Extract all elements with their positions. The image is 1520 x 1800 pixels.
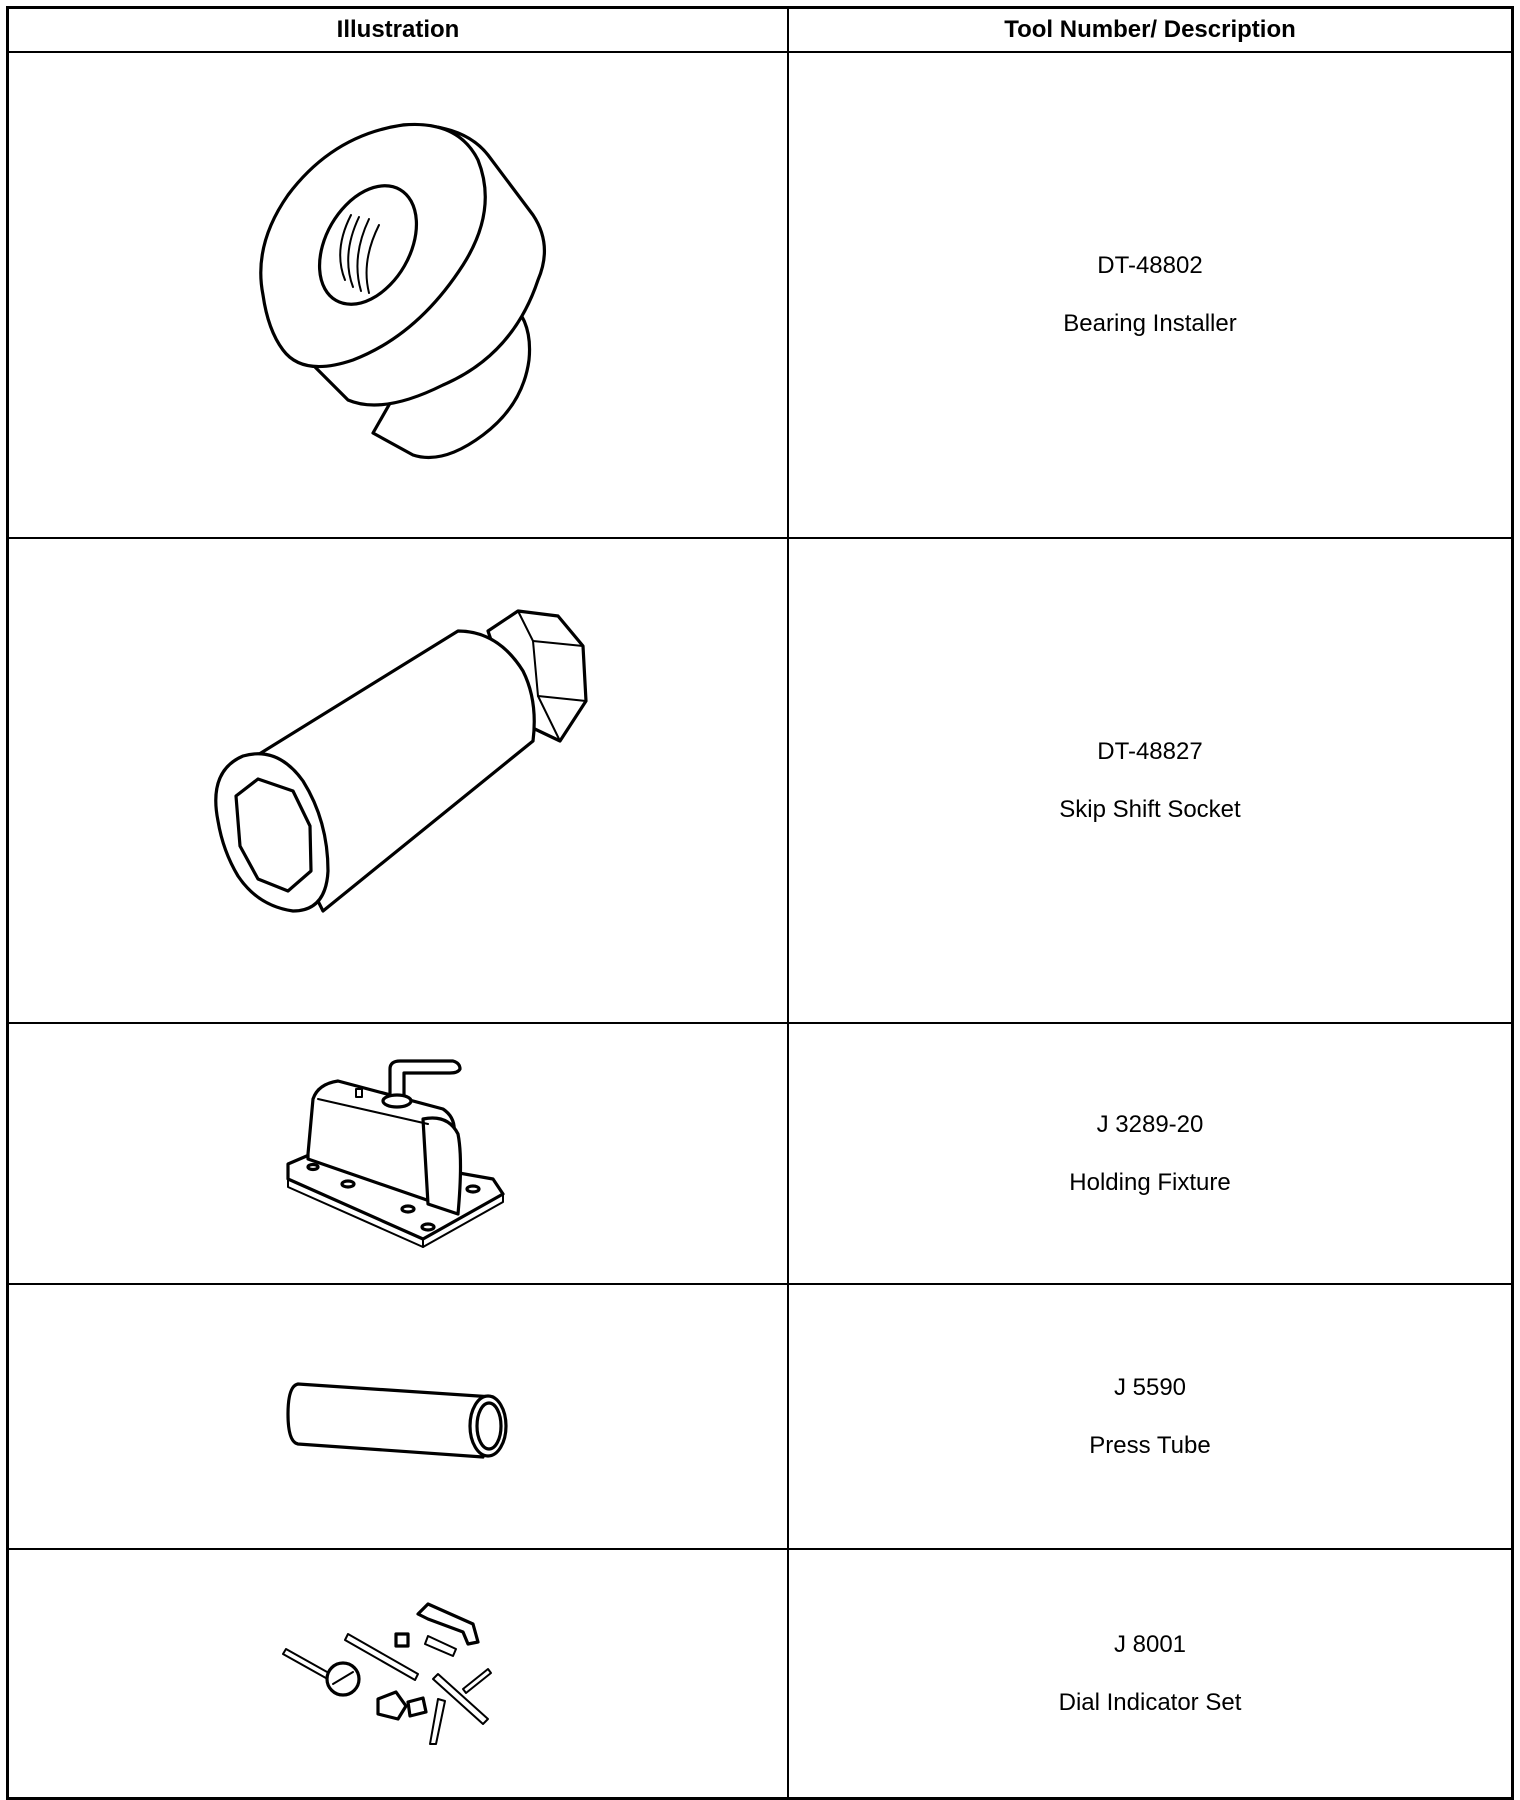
table-row-illustration: [9, 1024, 787, 1283]
table-row-description: [789, 53, 1511, 537]
tool-number: DT-48827: [1097, 737, 1203, 765]
tool-description: Bearing Installer: [1063, 310, 1237, 337]
header-tool-number-description: Tool Number/ Description: [1004, 16, 1296, 43]
tool-description: Press Tube: [1089, 1431, 1211, 1459]
dial-indicator-set-icon: [278, 1594, 518, 1754]
header-illustration: Illustration: [336, 16, 460, 43]
table-row-illustration: [9, 53, 787, 537]
table-row-description: [789, 1024, 1511, 1283]
tool-description: Holding Fixture: [1069, 1168, 1231, 1196]
tool-number: J 3289-20: [1096, 1110, 1204, 1138]
table-row-illustration: [9, 1550, 787, 1797]
press-tube-icon: [278, 1362, 518, 1472]
table-row-description: [789, 539, 1511, 1022]
table-row-description: [789, 1550, 1511, 1797]
tool-description: Dial Indicator Set: [1058, 1688, 1242, 1716]
table-row-description: [789, 1285, 1511, 1548]
holding-fixture-icon: [278, 1059, 518, 1249]
bearing-installer-icon: [233, 115, 563, 475]
table-row-illustration: [9, 539, 787, 1022]
table-row-illustration: [9, 1285, 787, 1548]
tool-number: DT-48802: [1097, 252, 1203, 279]
tools-table: [6, 6, 1514, 1800]
tool-description: Skip Shift Socket: [1059, 795, 1241, 823]
tool-number: J 8001: [1113, 1630, 1187, 1658]
tool-number: J 5590: [1113, 1373, 1187, 1401]
skip-shift-socket-icon: [188, 601, 608, 961]
